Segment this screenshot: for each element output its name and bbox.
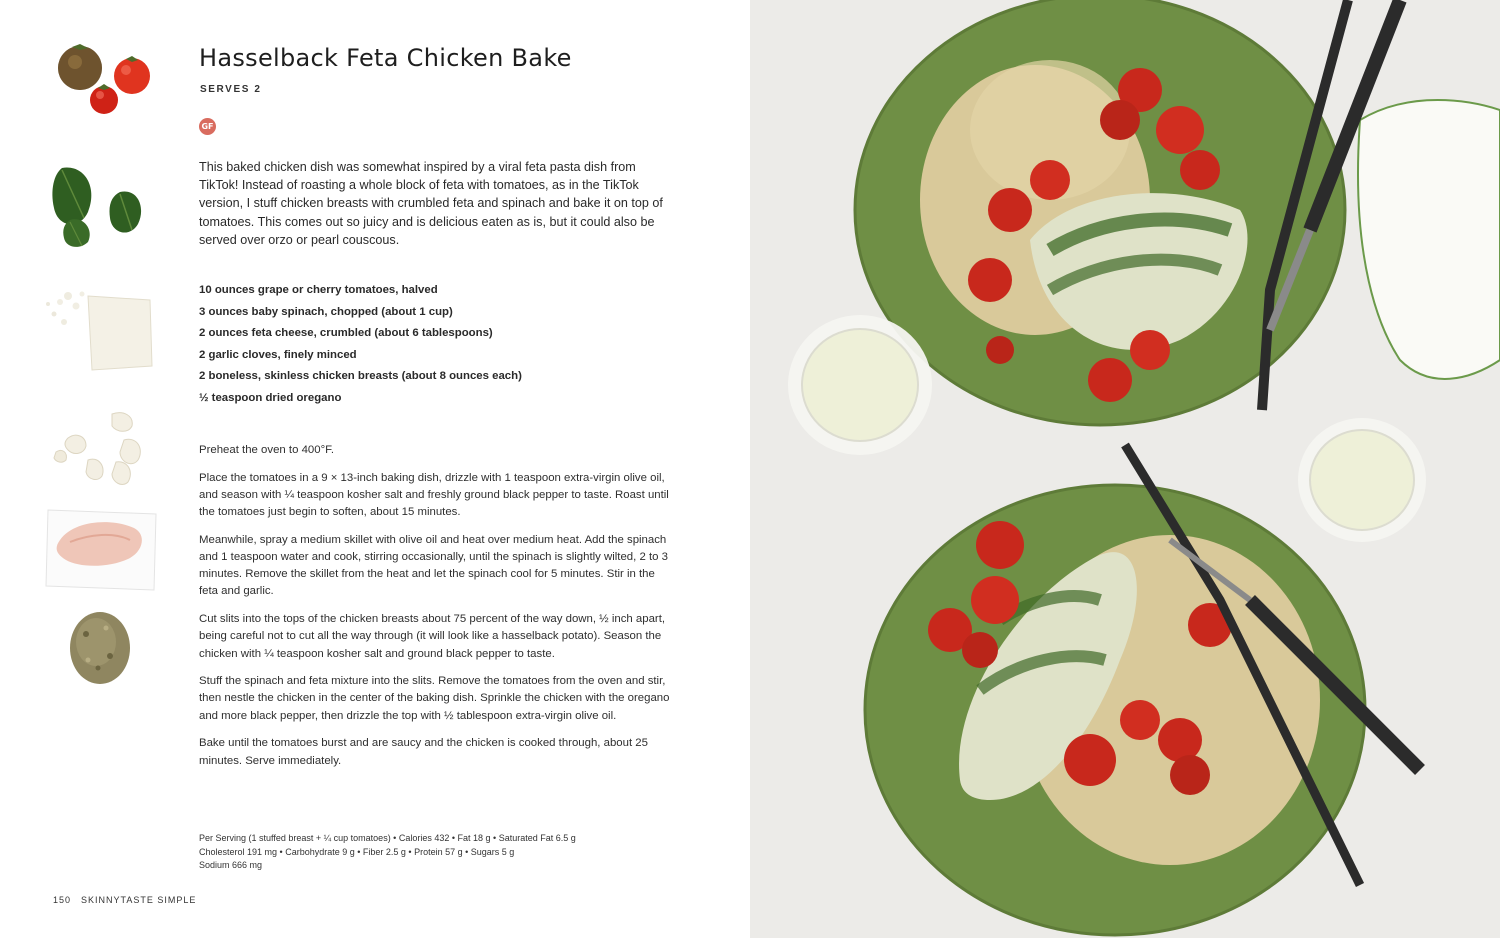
feta-icon: [40, 284, 162, 374]
ingredient-item: 2 ounces feta cheese, crumbled (about 6 tablespoons): [199, 327, 493, 340]
garlic-icon: [40, 402, 162, 492]
food-photo: [750, 0, 1500, 938]
method-step: Stuff the spinach and feta mixture into the slits. Remove the tomatoes from the oven and stir, then nestle the chicken in the center of the baking dish. Sprinkle the chicken with the oregano and more black pepper, then drizzle the top with ½ tablespoon extra-virgin olive oil.: [199, 675, 670, 722]
ingredient-item: 3 ounces baby spinach, chopped (about 1 cup): [199, 305, 453, 318]
nutrition-line: Per Serving (1 stuffed breast + ¼ cup tomatoes) • Calories 432 • Fat 18 g • Saturated Fat 6.5 g: [199, 833, 576, 843]
nutrition-line: Sodium 666 mg: [199, 860, 263, 870]
page-number: 150: [53, 895, 72, 905]
ingredient-item: 2 boneless, skinless chicken breasts (about 8 ounces each): [199, 370, 522, 383]
oregano-icon: [40, 604, 162, 694]
nutrition-line: Cholesterol 191 mg • Carbohydrate 9 g • Fiber 2.5 g • Protein 57 g • Sugars 5 g: [199, 846, 515, 857]
method-step: Bake until the tomatoes burst and are saucy and the chicken is cooked through, about 25 minutes. Serve immediately.: [199, 737, 648, 767]
serves-label: SERVES 2: [200, 84, 262, 95]
chicken-breast-icon: [40, 506, 162, 596]
page-footer: [53, 895, 196, 905]
recipe-title: Hasselback Feta Chicken Bake: [199, 44, 572, 72]
recipe-intro: This baked chicken dish was somewhat inspired by a viral feta pasta dish from TikTok! Instead of roasting a whole block of feta with tomatoes, as in the TikTok version, I stuff chicken breasts with crumbled feta and spinach and bake it on top of tomatoes. This comes out so juicy and is delicious eaten as is, but it could also be served over orzo or pearl couscous.: [199, 160, 663, 247]
ingredient-item: 2 garlic cloves, finely minced: [199, 348, 357, 361]
method-step: Place the tomatoes in a 9 × 13-inch baking dish, drizzle with 1 teaspoon extra-virgin olive oil, and season with ¼ teaspoon kosher salt and freshly ground black pepper to taste. Roast until the tomatoes just begin to soften, about 15 minutes.: [199, 471, 669, 519]
method-step: Meanwhile, spray a medium skillet with olive oil and heat over medium heat. Add the spinach and 1 teaspoon water and cook, stirring occasionally, until the spinach is slightly wilted, 2 to 3 minutes. Remove the skillet from the heat and let the spinach cool for 5 minutes. Stir in the feta and garlic.: [199, 533, 668, 598]
spinach-icon: [40, 160, 162, 250]
nutrition-info: [199, 832, 679, 873]
tomatoes-icon: [40, 32, 162, 122]
method-step: Cut slits into the tops of the chicken breasts about 75 percent of the way down, ½ inch apart, being careful not to cut all the way through (it will look like a hasselback potato). Season the chicken with ¼ teaspoon kosher salt and ground black pepper to taste.: [199, 613, 666, 660]
ingredient-list: [199, 282, 669, 412]
ingredient-item: 10 ounces grape or cherry tomatoes, halved: [199, 284, 438, 296]
book-title: SKINNYTASTE SIMPLE: [81, 895, 197, 905]
gluten-free-badge: GF: [199, 118, 216, 135]
method-steps: [199, 442, 674, 780]
dish-photo-illustration: [750, 0, 1500, 938]
method-step: Preheat the oven to 400°F.: [199, 444, 335, 456]
ingredient-item: ½ teaspoon dried oregano: [199, 391, 342, 404]
